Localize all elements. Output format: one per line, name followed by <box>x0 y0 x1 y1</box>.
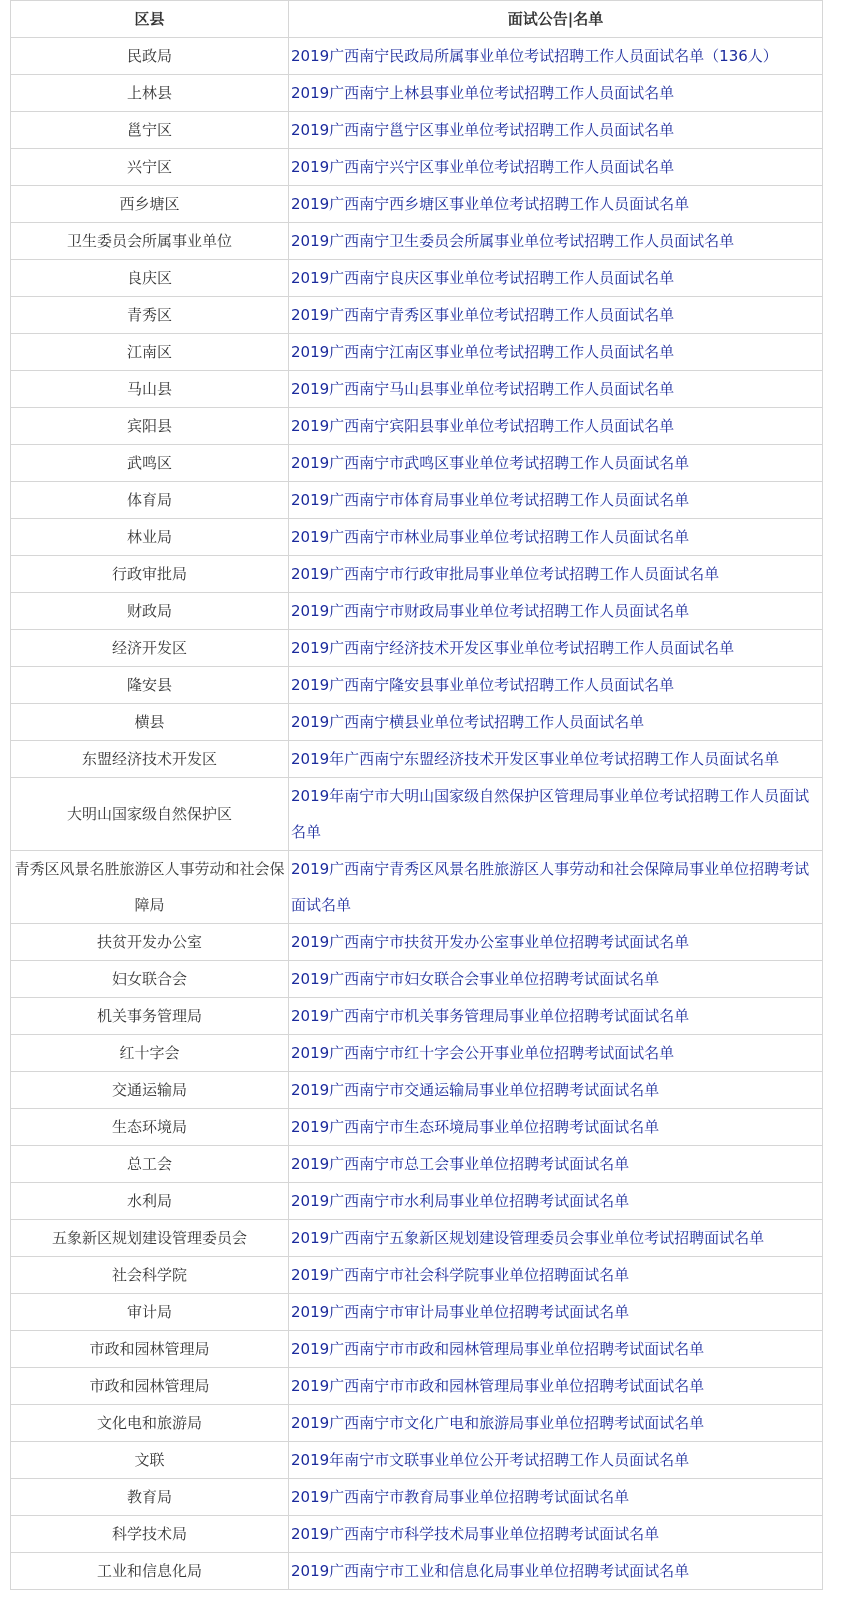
notice-cell <box>289 223 823 260</box>
table-row <box>11 1294 823 1331</box>
district-cell: 经济开发区 <box>11 630 289 667</box>
table-row <box>11 223 823 260</box>
notice-cell <box>289 1405 823 1442</box>
table-row <box>11 1220 823 1257</box>
district-cell: 扶贫开发办公室 <box>11 924 289 961</box>
notice-link[interactable]: 2019广西南宁五象新区规划建设管理委员会事业单位考试招聘面试名单 <box>291 1229 765 1247</box>
notice-cell <box>289 1294 823 1331</box>
notice-link[interactable]: 2019广西南宁市水利局事业单位招聘考试面试名单 <box>291 1192 630 1210</box>
notice-link[interactable]: 2019广西南宁卫生委员会所属事业单位考试招聘工作人员面试名单 <box>291 232 735 250</box>
table-row <box>11 1183 823 1220</box>
notice-cell <box>289 334 823 371</box>
table-row <box>11 593 823 630</box>
interview-list-table <box>10 0 823 1590</box>
district-cell: 西乡塘区 <box>11 186 289 223</box>
notice-link[interactable]: 2019广西南宁市科学技术局事业单位招聘考试面试名单 <box>291 1525 660 1543</box>
notice-cell <box>289 1035 823 1072</box>
district-cell: 良庆区 <box>11 260 289 297</box>
notice-link[interactable]: 2019广西南宁市总工会事业单位招聘考试面试名单 <box>291 1155 630 1173</box>
notice-cell <box>289 186 823 223</box>
district-cell: 行政审批局 <box>11 556 289 593</box>
notice-cell <box>289 1109 823 1146</box>
table-row <box>11 482 823 519</box>
table-row <box>11 38 823 75</box>
notice-link[interactable]: 2019广西南宁市扶贫开发办公室事业单位招聘考试面试名单 <box>291 933 690 951</box>
table-row <box>11 149 823 186</box>
table-row <box>11 1553 823 1590</box>
notice-cell <box>289 1146 823 1183</box>
district-cell: 兴宁区 <box>11 149 289 186</box>
notice-cell <box>289 961 823 998</box>
table-row <box>11 112 823 149</box>
table-row <box>11 1405 823 1442</box>
notice-cell <box>289 998 823 1035</box>
district-cell: 体育局 <box>11 482 289 519</box>
notice-link[interactable]: 2019广西南宁邕宁区事业单位考试招聘工作人员面试名单 <box>291 121 675 139</box>
table-row <box>11 1516 823 1553</box>
notice-link[interactable]: 2019广西南宁青秀区风景名胜旅游区人事劳动和社会保障局事业单位招聘考试面试名单 <box>291 860 810 914</box>
notice-link[interactable]: 2019广西南宁西乡塘区事业单位考试招聘工作人员面试名单 <box>291 195 690 213</box>
notice-cell <box>289 75 823 112</box>
table-row <box>11 1331 823 1368</box>
notice-cell <box>289 1368 823 1405</box>
notice-link[interactable]: 2019年南宁市文联事业单位公开考试招聘工作人员面试名单 <box>291 1451 690 1469</box>
notice-link[interactable]: 2019广西南宁青秀区事业单位考试招聘工作人员面试名单 <box>291 306 675 324</box>
table-row <box>11 961 823 998</box>
table-row <box>11 704 823 741</box>
table-row <box>11 851 823 924</box>
district-cell: 东盟经济技术开发区 <box>11 741 289 778</box>
table-row <box>11 1257 823 1294</box>
district-cell: 市政和园林管理局 <box>11 1368 289 1405</box>
district-cell: 生态环境局 <box>11 1109 289 1146</box>
notice-cell <box>289 1220 823 1257</box>
notice-link[interactable]: 2019广西南宁市文化广电和旅游局事业单位招聘考试面试名单 <box>291 1414 705 1432</box>
notice-link[interactable]: 2019广西南宁市交通运输局事业单位招聘考试面试名单 <box>291 1081 660 1099</box>
notice-cell <box>289 630 823 667</box>
notice-cell <box>289 1331 823 1368</box>
district-cell: 水利局 <box>11 1183 289 1220</box>
table-row <box>11 334 823 371</box>
notice-link[interactable]: 2019广西南宁市财政局事业单位考试招聘工作人员面试名单 <box>291 602 690 620</box>
notice-cell <box>289 851 823 924</box>
notice-cell <box>289 408 823 445</box>
notice-link[interactable]: 2019广西南宁宾阳县事业单位考试招聘工作人员面试名单 <box>291 417 675 435</box>
district-cell: 邕宁区 <box>11 112 289 149</box>
table-row <box>11 408 823 445</box>
district-cell: 林业局 <box>11 519 289 556</box>
notice-link[interactable]: 2019广西南宁市市政和园林管理局事业单位招聘考试面试名单 <box>291 1340 705 1358</box>
notice-link[interactable]: 2019广西南宁市武鸣区事业单位考试招聘工作人员面试名单 <box>291 454 690 472</box>
district-cell: 总工会 <box>11 1146 289 1183</box>
notice-link[interactable]: 2019广西南宁市教育局事业单位招聘考试面试名单 <box>291 1488 630 1506</box>
district-cell: 横县 <box>11 704 289 741</box>
table-row <box>11 1035 823 1072</box>
table-row <box>11 1109 823 1146</box>
notice-cell <box>289 1072 823 1109</box>
notice-link[interactable]: 2019广西南宁上林县事业单位考试招聘工作人员面试名单 <box>291 84 675 102</box>
table-row <box>11 1442 823 1479</box>
notice-link[interactable]: 2019广西南宁经济技术开发区事业单位考试招聘工作人员面试名单 <box>291 639 735 657</box>
district-cell: 市政和园林管理局 <box>11 1331 289 1368</box>
notice-cell <box>289 260 823 297</box>
notice-cell <box>289 1553 823 1590</box>
district-cell: 科学技术局 <box>11 1516 289 1553</box>
table-row <box>11 1146 823 1183</box>
district-cell: 宾阳县 <box>11 408 289 445</box>
notice-cell <box>289 1442 823 1479</box>
district-cell: 民政局 <box>11 38 289 75</box>
notice-link[interactable]: 2019广西南宁隆安县事业单位考试招聘工作人员面试名单 <box>291 676 675 694</box>
district-cell: 青秀区风景名胜旅游区人事劳动和社会保障局 <box>11 851 289 924</box>
notice-link[interactable]: 2019广西南宁市工业和信息化局事业单位招聘考试面试名单 <box>291 1562 690 1580</box>
notice-link[interactable]: 2019广西南宁市社会科学院事业单位招聘面试名单 <box>291 1266 630 1284</box>
district-cell: 社会科学院 <box>11 1257 289 1294</box>
table-row <box>11 297 823 334</box>
table-row <box>11 519 823 556</box>
header-district: 区县 <box>11 1 289 38</box>
notice-link[interactable]: 2019年南宁市大明山国家级自然保护区管理局事业单位考试招聘工作人员面试名单 <box>291 787 810 841</box>
notice-cell <box>289 924 823 961</box>
notice-link[interactable]: 2019广西南宁马山县事业单位考试招聘工作人员面试名单 <box>291 380 675 398</box>
notice-cell <box>289 297 823 334</box>
district-cell: 五象新区规划建设管理委员会 <box>11 1220 289 1257</box>
table-row <box>11 371 823 408</box>
district-cell: 工业和信息化局 <box>11 1553 289 1590</box>
table-row <box>11 667 823 704</box>
notice-cell <box>289 1183 823 1220</box>
district-cell: 财政局 <box>11 593 289 630</box>
header-notice: 面试公告|名单 <box>289 1 823 38</box>
district-cell: 机关事务管理局 <box>11 998 289 1035</box>
district-cell: 上林县 <box>11 75 289 112</box>
notice-link[interactable]: 2019广西南宁兴宁区事业单位考试招聘工作人员面试名单 <box>291 158 675 176</box>
table-row <box>11 998 823 1035</box>
table-row <box>11 630 823 667</box>
district-cell: 文化电和旅游局 <box>11 1405 289 1442</box>
notice-link[interactable]: 2019广西南宁市林业局事业单位考试招聘工作人员面试名单 <box>291 528 690 546</box>
notice-cell <box>289 1516 823 1553</box>
notice-link[interactable]: 2019广西南宁横县业单位考试招聘工作人员面试名单 <box>291 713 645 731</box>
notice-link[interactable]: 2019广西南宁良庆区事业单位考试招聘工作人员面试名单 <box>291 269 675 287</box>
notice-cell <box>289 482 823 519</box>
table-header-row <box>11 1 823 38</box>
district-cell: 隆安县 <box>11 667 289 704</box>
notice-link[interactable]: 2019广西南宁市行政审批局事业单位考试招聘工作人员面试名单 <box>291 565 720 583</box>
notice-link[interactable]: 2019广西南宁市审计局事业单位招聘考试面试名单 <box>291 1303 630 1321</box>
notice-link[interactable]: 2019广西南宁民政局所属事业单位考试招聘工作人员面试名单（136人） <box>291 47 778 65</box>
notice-cell <box>289 704 823 741</box>
notice-link[interactable]: 2019年广西南宁东盟经济技术开发区事业单位考试招聘工作人员面试名单 <box>291 750 780 768</box>
table-row <box>11 260 823 297</box>
table-row <box>11 778 823 851</box>
district-cell: 审计局 <box>11 1294 289 1331</box>
notice-link[interactable]: 2019广西南宁市市政和园林管理局事业单位招聘考试面试名单 <box>291 1377 705 1395</box>
notice-cell <box>289 519 823 556</box>
table-row <box>11 1368 823 1405</box>
district-cell: 大明山国家级自然保护区 <box>11 778 289 851</box>
table-row <box>11 186 823 223</box>
notice-cell <box>289 371 823 408</box>
notice-cell <box>289 1479 823 1516</box>
district-cell: 武鸣区 <box>11 445 289 482</box>
notice-link[interactable]: 2019广西南宁江南区事业单位考试招聘工作人员面试名单 <box>291 343 675 361</box>
table-row <box>11 924 823 961</box>
notice-cell <box>289 149 823 186</box>
table-body <box>11 38 823 1590</box>
notice-cell <box>289 778 823 851</box>
table-row <box>11 1479 823 1516</box>
table-row <box>11 75 823 112</box>
district-cell: 文联 <box>11 1442 289 1479</box>
notice-link[interactable]: 2019广西南宁市生态环境局事业单位招聘考试面试名单 <box>291 1118 660 1136</box>
notice-cell <box>289 741 823 778</box>
notice-cell <box>289 667 823 704</box>
notice-link[interactable]: 2019广西南宁市体育局事业单位考试招聘工作人员面试名单 <box>291 491 690 509</box>
notice-link[interactable]: 2019广西南宁市红十字会公开事业单位招聘考试面试名单 <box>291 1044 675 1062</box>
district-cell: 江南区 <box>11 334 289 371</box>
district-cell: 马山县 <box>11 371 289 408</box>
notice-cell <box>289 112 823 149</box>
notice-cell <box>289 38 823 75</box>
notice-link[interactable]: 2019广西南宁市机关事务管理局事业单位招聘考试面试名单 <box>291 1007 690 1025</box>
notice-cell <box>289 445 823 482</box>
notice-link[interactable]: 2019广西南宁市妇女联合会事业单位招聘考试面试名单 <box>291 970 660 988</box>
notice-cell <box>289 593 823 630</box>
notice-cell <box>289 1257 823 1294</box>
table-row <box>11 741 823 778</box>
district-cell: 交通运输局 <box>11 1072 289 1109</box>
district-cell: 卫生委员会所属事业单位 <box>11 223 289 260</box>
district-cell: 青秀区 <box>11 297 289 334</box>
district-cell: 红十字会 <box>11 1035 289 1072</box>
district-cell: 教育局 <box>11 1479 289 1516</box>
table-row <box>11 556 823 593</box>
district-cell: 妇女联合会 <box>11 961 289 998</box>
table-row <box>11 1072 823 1109</box>
notice-cell <box>289 556 823 593</box>
table-row <box>11 445 823 482</box>
